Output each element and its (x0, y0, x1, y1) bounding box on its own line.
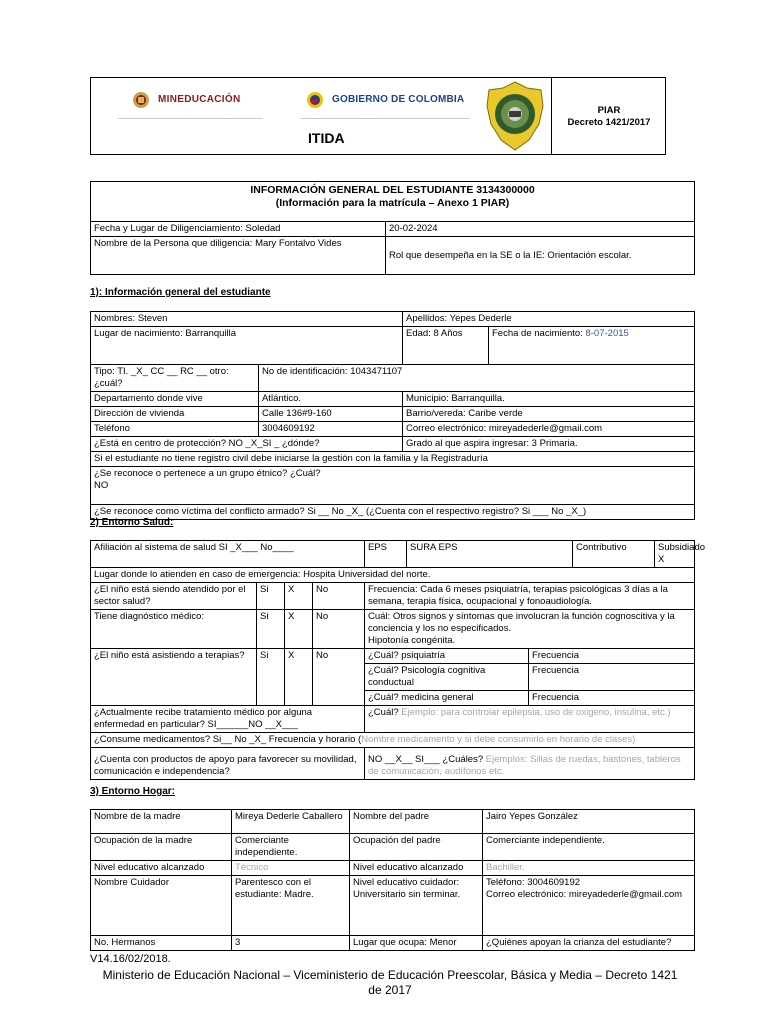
apoyo-answer (365, 748, 695, 780)
medicamentos-text: ¿Consume medicamentos? Si__ No _X_ Frecuencia y horario ( (94, 734, 362, 745)
general-title: INFORMACIÓN GENERAL DEL ESTUDIANTE 3134300000 (250, 184, 535, 196)
header-divider (551, 77, 552, 155)
rol-text: Rol que desempeña en la SE o la IE: Orientación escolar. (389, 249, 632, 261)
emergencia: Lugar donde lo atienden en caso de emergencia: Hospita Universidad del norte. (91, 568, 695, 583)
ocup-padre-label: Ocupación del padre (350, 834, 483, 861)
piar-label: PIAR (597, 105, 621, 116)
contacto-cuidador (483, 876, 695, 936)
tratamiento-cual: ¿Cuál? (368, 707, 402, 718)
document-header (90, 77, 666, 155)
correo: Correo electrónico: mireyadederle@gmail.com (403, 422, 695, 437)
apoyo-question: ¿Cuenta con productos de apoyo para favorecer su movilidad, comunicación e independencia? (91, 748, 365, 780)
parentesco: Parentesco con el estudiante: Madre. (232, 876, 350, 936)
ministerio-footer: Ministerio de Educación Nacional – Viceministerio de Educación Preescolar, Básica y Media – Decreto 1421 de 2017 (102, 968, 678, 997)
terapias-x: X (285, 649, 313, 706)
subsidiado: Subsidiado X (655, 541, 695, 568)
cual-psicologia: ¿Cuál? Psicología cognitiva conductual (365, 664, 529, 691)
grupo-etnico (91, 467, 695, 505)
apellidos: Apellidos: Yepes Dederle (403, 312, 695, 327)
terapias-no: No (313, 649, 365, 706)
municipio: Municipio: Barranquilla. (403, 392, 695, 407)
general-info-table (90, 181, 695, 275)
etnico-question: ¿Se reconoce o pertenece a un grupo étnico? ¿Cuál? (94, 468, 321, 479)
section3-heading: 3) Entorno Hogar: (90, 786, 175, 797)
nivel-madre-label: Nivel educativo alcanzado (91, 861, 232, 876)
health-table (90, 540, 706, 780)
nivel-madre-value: Técnico (232, 861, 350, 876)
afiliacion: Afiliación al sistema de salud SI _X___ No____ (91, 541, 365, 568)
itida-title: ITIDA (308, 130, 345, 146)
fecha-nacimiento (489, 327, 695, 365)
eps-value: SURA EPS (407, 541, 573, 568)
diagnostico-answer (365, 610, 695, 649)
diagnostico-question: Tiene diagnóstico médico: (91, 610, 257, 649)
frecuencia-psicologia: Frecuencia (529, 664, 695, 691)
coat-of-arms-icon (132, 91, 150, 109)
tratamiento-question: ¿Actualmente recibe tratamiento médico por alguna enfermedad en particular? SI______NO __X___ (91, 706, 365, 733)
school-seal-icon (483, 80, 547, 152)
diagnostico-no: No (313, 610, 365, 649)
home-table (90, 809, 695, 951)
lugar-nacimiento: Lugar de nacimiento: Barranquilla (91, 327, 403, 365)
lugar-ocupa: Lugar que ocupa: Menor (350, 936, 483, 951)
registro-civil: Si el estudiante no tiene registro civil debe iniciarse la gestión con la familia y la Registraduría (91, 452, 695, 467)
colombia-shield-icon (306, 91, 324, 109)
ocup-madre-value: Comerciante independiente. (232, 834, 350, 861)
section2-heading: 2) Entorno Salud: (90, 517, 174, 528)
fecha-lugar: Fecha y Lugar de Diligenciamiento: Soledad (91, 222, 386, 237)
nivel-cuidador: Nivel educativo cuidador: Universitario sin terminar. (350, 876, 483, 936)
atendido-x: X (285, 583, 313, 610)
direccion-label: Dirección de vivienda (91, 407, 259, 422)
mineducacion-logo (132, 90, 252, 110)
madre-value: Mireya Dederle Caballero (232, 810, 350, 834)
padre-label: Nombre del padre (350, 810, 483, 834)
medicamentos (91, 733, 695, 748)
depto-value: Atlántico. (259, 392, 403, 407)
apoyo-text: NO __X__ SI___ ¿Cuáles? (368, 754, 486, 765)
padre-value: Jairo Yepes González (483, 810, 695, 834)
frecuencia-medicina: Frecuencia (529, 691, 695, 706)
header-line-left (118, 118, 263, 119)
apoyo-example: Ejemplos: Sillas de ruedas, bastones, tableros de comunicación, audífonos etc. (368, 754, 681, 777)
mineducacion-text: MINEDUCACIÓN (158, 94, 241, 105)
rol-value (386, 237, 695, 275)
version-footer: V14.16/02/2018. (90, 953, 171, 965)
victima-conflicto: ¿Se reconoce como víctima del conflicto armado? Si __ No _X_ (¿Cuenta con el respectivo registro? Si ___ No _X_) (91, 505, 695, 520)
header-line-right (300, 118, 470, 119)
fecha-nac-value: 8-07-2015 (585, 328, 629, 339)
hipotonia: Hipotonía congénita. (368, 635, 456, 646)
proteccion: ¿Está en centro de protección? NO _X_SI _ ¿dónde? (91, 437, 403, 452)
madre-label: Nombre de la madre (91, 810, 232, 834)
gobierno-logo (306, 90, 466, 110)
edad: Edad: 8 Años (403, 327, 489, 365)
hermanos-label: No. Hermanos (91, 936, 232, 951)
nivel-padre-value: Bachiller. (483, 861, 695, 876)
telefono-value: 3004609192 (259, 422, 403, 437)
terapias-question: ¿El niño está asistiendo a terapias? (91, 649, 257, 706)
tel-cuidador: Teléfono: 3004609192 (486, 877, 581, 888)
atendido-no: No (313, 583, 365, 610)
atendido-frecuencia: Frecuencia: Cada 6 meses psiquiatría, terapias psicológicas 3 días a la semana, terapia física, ocupacional y fonoaudiología. (365, 583, 695, 610)
diagnostico-cual: Cuál: Otros signos y síntomas que involucran la función cognoscitiva y la conciencia y los no especificados. (368, 611, 675, 634)
depto-label: Departamento donde vive (91, 392, 259, 407)
telefono-label: Teléfono (91, 422, 259, 437)
barrio: Barrio/vereda: Caribe verde (403, 407, 695, 422)
direccion-value: Calle 136#9-160 (259, 407, 403, 422)
decreto-label: Decreto 1421/2017 (567, 117, 651, 128)
diagnostico-x: X (285, 610, 313, 649)
cual-medicina: ¿Cuál? medicina general (365, 691, 529, 706)
fecha-value: 20-02-2024 (386, 222, 695, 237)
eps-label: EPS (365, 541, 407, 568)
cual-psiquiatria: ¿Cuál? psiquiatría (365, 649, 529, 664)
grado: Grado al que aspira ingresar: 3 Primaria. (403, 437, 695, 452)
contributivo: Contributivo (573, 541, 655, 568)
ocup-madre-label: Ocupación de la madre (91, 834, 232, 861)
atendido-question: ¿El niño está siendo atendido por el sector salud? (91, 583, 257, 610)
nombres: Nombres: Steven (91, 312, 403, 327)
nivel-padre-label: Nivel educativo alcanzado (350, 861, 483, 876)
identificacion: No de identificación: 1043471107 (259, 365, 695, 392)
etnico-answer: NO (94, 480, 109, 491)
ocup-padre-value: Comerciante independiente. (483, 834, 695, 861)
diagnostico-si: Si (257, 610, 285, 649)
terapias-si: Si (257, 649, 285, 706)
tratamiento-answer (365, 706, 695, 733)
quienes-apoyan: ¿Quiénes apoyan la crianza del estudiante? (483, 936, 695, 951)
hermanos-value: 3 (232, 936, 350, 951)
cuidador-label: Nombre Cuidador (91, 876, 232, 936)
frecuencia-psiquiatria: Frecuencia (529, 649, 695, 664)
nombre-persona: Nombre de la Persona que diligencia: Mary Fontalvo Vides (91, 237, 386, 275)
general-title-cell (91, 182, 695, 222)
school-seal (483, 80, 547, 152)
atendido-si: Si (257, 583, 285, 610)
tipo-documento: Tipo: TI. _X_ CC __ RC __ otro: ¿cuál? (91, 365, 259, 392)
section1-heading: 1): Información general del estudiante (90, 287, 271, 298)
tratamiento-example: Ejemplo: para controlar epilepsia, uso de oxigeno, insulina, etc.) (401, 707, 671, 718)
gobierno-text: GOBIERNO DE COLOMBIA (332, 94, 465, 105)
medicamentos-example: Nombre medicamento y si debe consumirlo en horario de clases) (361, 734, 636, 745)
correo-cuidador: Correo electrónico: mireyadederle@gmail.com (486, 889, 683, 900)
general-subtitle: (Información para la matrícula – Anexo 1 PIAR) (275, 197, 510, 209)
student-info-table (90, 311, 695, 520)
fecha-nac-label: Fecha de nacimiento: (492, 328, 586, 339)
